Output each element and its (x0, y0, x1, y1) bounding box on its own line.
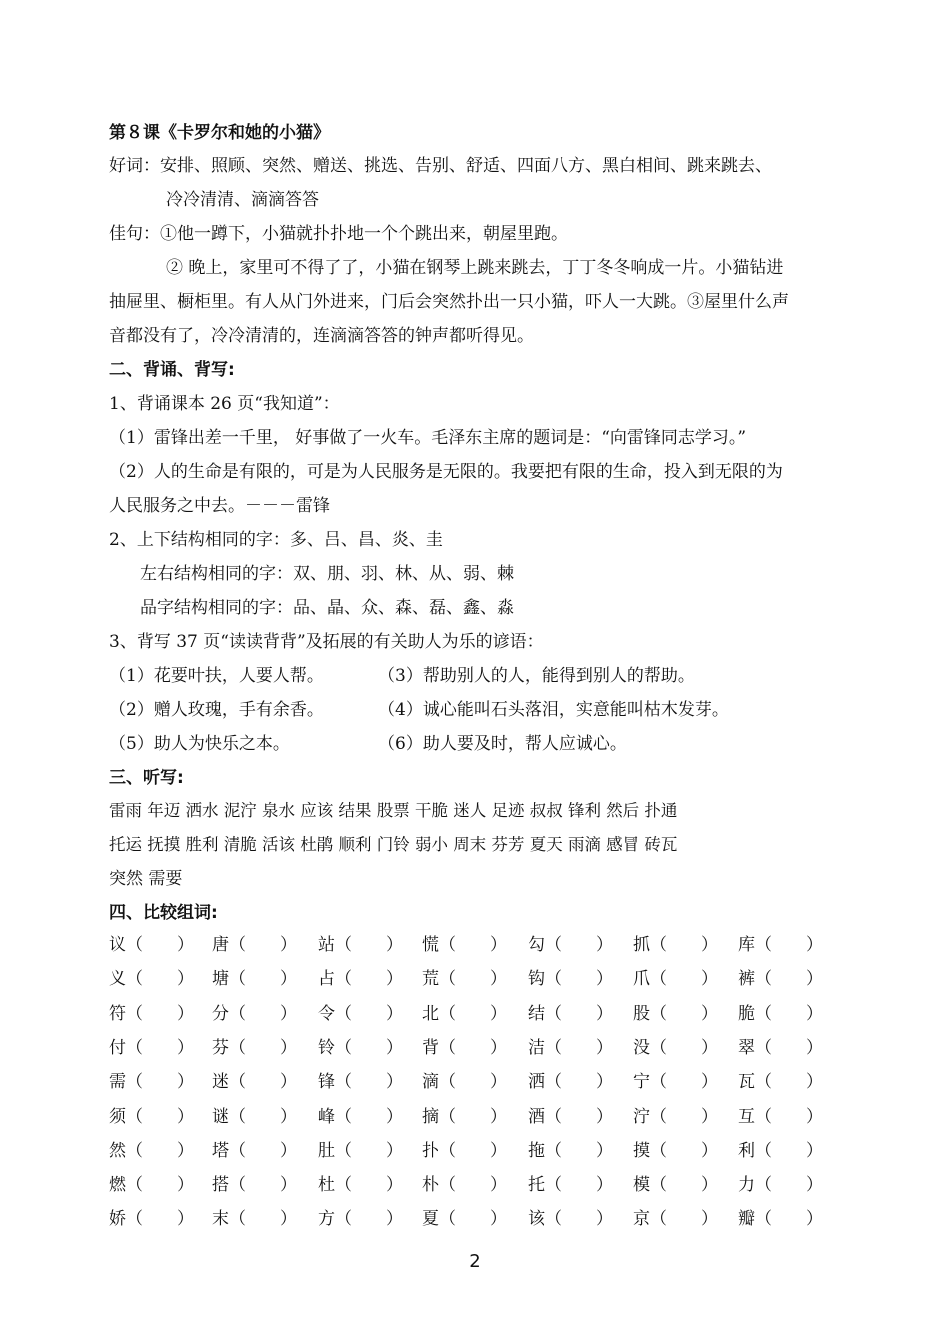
lesson-title: 第８课《卡罗尔和她的小猫》 (109, 123, 330, 143)
compare-cell[interactable]: 裤（ ） (738, 969, 823, 989)
proverb-left: （1）花要叶扶，人要人帮。 (109, 666, 324, 686)
section-2-heading: 二、背诵、背写: (109, 360, 235, 380)
compare-cell[interactable]: 令（ ） (318, 1004, 403, 1024)
compare-cell[interactable]: 娇（ ） (109, 1209, 194, 1229)
compare-cell[interactable]: 铃（ ） (318, 1038, 403, 1058)
compare-cell[interactable]: 背（ ） (422, 1038, 507, 1058)
compare-row (109, 1207, 839, 1231)
compare-cell[interactable]: 翠（ ） (738, 1038, 823, 1058)
compare-cell[interactable]: 托（ ） (528, 1175, 613, 1195)
proverb-right: （6）助人要及时，帮人应诚心。 (378, 734, 627, 754)
compare-cell[interactable]: 站（ ） (318, 935, 403, 955)
compare-cell[interactable]: 摘（ ） (422, 1107, 507, 1127)
recite-item-3-title: 3、背写 37 页“读读背背”及拓展的有关助人为乐的谚语： (109, 632, 544, 652)
compare-cell[interactable]: 符（ ） (109, 1004, 194, 1024)
compare-cell[interactable]: 迷（ ） (212, 1072, 297, 1092)
good-sentences-line-4: 音都没有了，冷冷清清的，连滴滴答答的钟声都听得见。 (109, 326, 534, 346)
good-sentences-line-2: ② 晚上，家里可不得了了，小猫在钢琴上跳来跳去，丁丁冬冬响成一片。小猫钻进 (166, 258, 784, 278)
compare-row (109, 1036, 839, 1060)
compare-row (109, 1070, 839, 1094)
compare-cell[interactable]: 须（ ） (109, 1107, 194, 1127)
structure-line-3: 品字结构相同的字：品、晶、众、森、磊、鑫、淼 (140, 598, 514, 618)
compare-cell[interactable]: 唐（ ） (212, 935, 297, 955)
compare-cell[interactable]: 北（ ） (422, 1004, 507, 1024)
compare-cell[interactable]: 互（ ） (738, 1107, 823, 1127)
compare-cell[interactable]: 泞（ ） (633, 1107, 718, 1127)
compare-cell[interactable]: 占（ ） (318, 969, 403, 989)
compare-cell[interactable]: 模（ ） (633, 1175, 718, 1195)
compare-row (109, 967, 839, 991)
page-number: 2 (469, 1251, 481, 1272)
compare-cell[interactable]: 酒（ ） (528, 1107, 613, 1127)
dictation-line-3: 突然 需要 (109, 869, 183, 889)
compare-cell[interactable]: 滴（ ） (422, 1072, 507, 1092)
compare-cell[interactable]: 利（ ） (738, 1141, 823, 1161)
compare-cell[interactable]: 议（ ） (109, 935, 194, 955)
compare-cell[interactable]: 锋（ ） (318, 1072, 403, 1092)
compare-cell[interactable]: 勾（ ） (528, 935, 613, 955)
compare-cell[interactable]: 然（ ） (109, 1141, 194, 1161)
proverb-right: （3）帮助别人的人，能得到别人的帮助。 (378, 666, 695, 686)
compare-cell[interactable]: 峰（ ） (318, 1107, 403, 1127)
compare-cell[interactable]: 该（ ） (528, 1209, 613, 1229)
recite-item-1-para-2a: （2）人的生命是有限的，可是为人民服务是无限的。我要把有限的生命，投入到无限的为 (109, 462, 783, 482)
compare-row (109, 933, 839, 957)
compare-cell[interactable]: 结（ ） (528, 1004, 613, 1024)
compare-cell[interactable]: 谜（ ） (212, 1107, 297, 1127)
compare-row (109, 1002, 839, 1026)
compare-row (109, 1139, 839, 1163)
good-words-line-1: 好词：安排、照顾、突然、赠送、挑选、告别、舒适、四面八方、黑白相间、跳来跳去、 (109, 156, 772, 176)
dictation-line-1: 雷雨 年迈 洒水 泥泞 泉水 应该 结果 股票 干脆 迷人 足迹 叔叔 锋利 然后 扑通 (109, 801, 678, 820)
compare-cell[interactable]: 洁（ ） (528, 1038, 613, 1058)
compare-cell[interactable]: 付（ ） (109, 1038, 194, 1058)
compare-cell[interactable]: 塘（ ） (212, 969, 297, 989)
compare-cell[interactable]: 夏（ ） (422, 1209, 507, 1229)
compare-cell[interactable]: 塔（ ） (212, 1141, 297, 1161)
compare-cell[interactable]: 荒（ ） (422, 969, 507, 989)
compare-cell[interactable]: 搭（ ） (212, 1175, 297, 1195)
compare-cell[interactable]: 宁（ ） (633, 1072, 718, 1092)
compare-cell[interactable]: 库（ ） (738, 935, 823, 955)
good-sentences-line-1: 佳句：①他一蹲下，小猫就扑扑地一个个跳出来，朝屋里跑。 (109, 224, 568, 244)
section-3-heading: 三、听写: (109, 768, 184, 788)
recite-item-1-para-2b: 人民服务之中去。－－－雷锋 (109, 496, 330, 516)
compare-cell[interactable]: 力（ ） (738, 1175, 823, 1195)
compare-cell[interactable]: 杜（ ） (318, 1175, 403, 1195)
compare-cell[interactable]: 末（ ） (212, 1209, 297, 1229)
compare-row (109, 1173, 839, 1197)
dictation-line-2: 托运 抚摸 胜利 清脆 活该 杜鹃 顺利 门铃 弱小 周末 芬芳 夏天 雨滴 感冒 砖瓦 (109, 835, 678, 854)
compare-cell[interactable]: 抓（ ） (633, 935, 718, 955)
proverb-right: （4）诚心能叫石头落泪，实意能叫枯木发芽。 (378, 700, 729, 720)
compare-cell[interactable]: 脆（ ） (738, 1004, 823, 1024)
compare-cell[interactable]: 方（ ） (318, 1209, 403, 1229)
compare-cell[interactable]: 拖（ ） (528, 1141, 613, 1161)
compare-cell[interactable]: 芬（ ） (212, 1038, 297, 1058)
compare-cell[interactable]: 京（ ） (633, 1209, 718, 1229)
compare-cell[interactable]: 爪（ ） (633, 969, 718, 989)
structure-line-1: 2、上下结构相同的字：多、吕、昌、炎、圭 (109, 530, 443, 550)
compare-cell[interactable]: 朴（ ） (422, 1175, 507, 1195)
section-4-heading: 四、比较组词: (109, 903, 218, 923)
proverb-left: （2）赠人玫瑰，手有余香。 (109, 700, 324, 720)
compare-cell[interactable]: 扑（ ） (422, 1141, 507, 1161)
compare-cell[interactable]: 摸（ ） (633, 1141, 718, 1161)
compare-cell[interactable]: 燃（ ） (109, 1175, 194, 1195)
compare-cell[interactable]: 瓣（ ） (738, 1209, 823, 1229)
proverb-left: （5）助人为快乐之本。 (109, 734, 290, 754)
compare-cell[interactable]: 钩（ ） (528, 969, 613, 989)
compare-cell[interactable]: 洒（ ） (528, 1072, 613, 1092)
structure-line-2: 左右结构相同的字：双、朋、羽、林、从、弱、棘 (140, 564, 514, 584)
compare-cell[interactable]: 分（ ） (212, 1004, 297, 1024)
recite-item-1-title: 1、背诵课本 26 页“我知道”： (109, 394, 340, 414)
recite-item-1-para-1: （1）雷锋出差一千里， 好事做了一火车。毛泽东主席的题词是：“向雷锋同志学习。” (109, 428, 747, 448)
compare-cell[interactable]: 没（ ） (633, 1038, 718, 1058)
compare-cell[interactable]: 需（ ） (109, 1072, 194, 1092)
compare-row (109, 1105, 839, 1129)
compare-cell[interactable]: 瓦（ ） (738, 1072, 823, 1092)
good-sentences-line-3: 抽屉里、橱柜里。有人从门外进来，门后会突然扑出一只小猫，吓人一大跳。③屋里什么声 (109, 292, 789, 312)
compare-cell[interactable]: 股（ ） (633, 1004, 718, 1024)
compare-cell[interactable]: 肚（ ） (318, 1141, 403, 1161)
compare-cell[interactable]: 义（ ） (109, 969, 194, 989)
compare-cell[interactable]: 慌（ ） (422, 935, 507, 955)
good-words-line-2: 冷冷清清、滴滴答答 (166, 190, 319, 210)
